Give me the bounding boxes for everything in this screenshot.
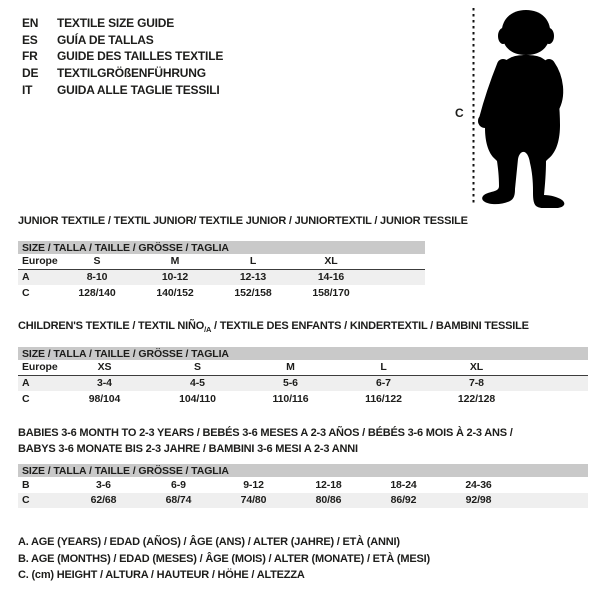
height-cell: 62/68 <box>90 494 117 507</box>
size-cell: L <box>380 361 387 374</box>
age-cell: 5-6 <box>283 377 298 390</box>
babies-size-table <box>18 464 588 508</box>
language-code: IT <box>22 82 33 97</box>
row-label: Europe <box>22 255 58 268</box>
language-code: DE <box>22 66 39 81</box>
language-row-es <box>22 32 223 49</box>
table-row-months <box>18 477 588 493</box>
language-code: EN <box>22 16 39 31</box>
height-cell: 98/104 <box>88 392 121 405</box>
children-section-title <box>18 319 529 335</box>
language-title: TEXTILGRÖßENFÜHRUNG <box>57 66 206 81</box>
language-title: GUIDA ALLE TAGLIE TESSILI <box>57 82 220 97</box>
junior-size-table <box>18 241 425 301</box>
months-cell: 12-18 <box>315 478 342 491</box>
row-label: C <box>22 392 30 405</box>
table-row-age <box>18 270 425 286</box>
table-header: SIZE / TALLA / TAILLE / GRÖSSE / TAGLIA <box>18 241 425 254</box>
language-title: GUIDE DES TAILLES TEXTILE <box>57 49 224 64</box>
language-code: ES <box>22 32 38 47</box>
row-label: A <box>22 271 30 284</box>
children-size-table <box>18 347 588 407</box>
table-row-height <box>18 391 588 407</box>
baby-silhouette-icon <box>472 8 572 208</box>
height-measure-label: C <box>455 106 464 120</box>
age-cell: 7-8 <box>469 377 484 390</box>
title-subscript: /A <box>204 324 212 334</box>
babies-section-title <box>18 426 513 457</box>
legend-line-c: C. (cm) HEIGHT / ALTURA / HAUTEUR / HÖHE / ALTEZZA <box>18 569 305 581</box>
months-cell: 18-24 <box>390 478 417 491</box>
age-cell: 10-12 <box>161 271 189 284</box>
size-cell: XS <box>97 361 112 374</box>
height-cell: 74/80 <box>240 494 267 507</box>
row-label: B <box>22 478 30 491</box>
size-cell: XL <box>469 361 484 374</box>
row-label: Europe <box>22 361 58 374</box>
language-title: TEXTILE SIZE GUIDE <box>57 16 175 31</box>
height-cell: 110/116 <box>272 392 309 405</box>
size-cell: M <box>286 361 295 374</box>
table-row-height <box>18 285 425 301</box>
months-cell: 6-9 <box>171 478 186 491</box>
size-cell: S <box>93 255 101 268</box>
height-cell: 86/92 <box>390 494 417 507</box>
size-cell: L <box>249 255 257 268</box>
height-cell: 158/170 <box>312 286 350 299</box>
age-cell: 4-5 <box>190 377 205 390</box>
language-code: FR <box>22 49 38 64</box>
months-cell: 9-12 <box>243 478 264 491</box>
height-cell: 152/158 <box>234 286 272 299</box>
language-row-it <box>22 81 223 98</box>
height-cell: 92/98 <box>465 494 492 507</box>
age-cell: 3-4 <box>97 377 112 390</box>
months-cell: 24-36 <box>465 478 492 491</box>
row-label: C <box>22 286 30 299</box>
height-cell: 122/128 <box>457 392 496 405</box>
title-line-2: BABYS 3-6 MONATE BIS 2-3 JAHRE / BAMBINI 3-6 MESI A 2-3 ANNI <box>18 442 358 455</box>
size-cell: XL <box>324 255 338 268</box>
table-row-height <box>18 493 588 509</box>
height-cell: 140/152 <box>156 286 194 299</box>
table-row-europe <box>18 254 425 270</box>
language-list <box>22 15 223 98</box>
table-header: SIZE / TALLA / TAILLE / GRÖSSE / TAGLIA <box>18 347 588 360</box>
title-text: / TEXTILE DES ENFANTS / KINDERTEXTIL / BAMBINI TESSILE <box>211 320 529 332</box>
legend <box>18 534 430 584</box>
height-cell: 80/86 <box>315 494 342 507</box>
legend-line-a: A. AGE (YEARS) / EDAD (AÑOS) / ÂGE (ANS) / ALTER (JAHRE) / ETÀ (ANNI) <box>18 536 400 548</box>
title-line-1: BABIES 3-6 MONTH TO 2-3 YEARS / BEBÉS 3-6 MESES A 2-3 AÑOS / BÉBÉS 3-6 MOIS À 2-3 ANS / <box>18 427 513 439</box>
height-cell: 116/122 <box>365 392 402 405</box>
legend-line-b: B. AGE (MONTHS) / EDAD (MESES) / ÂGE (MOIS) / ALTER (MONATE) / ETÀ (MESI) <box>18 552 430 565</box>
height-cell: 68/74 <box>165 494 192 507</box>
language-title: GUÍA DE TALLAS <box>57 32 154 47</box>
row-label: A <box>22 377 30 390</box>
size-cell: M <box>170 255 180 268</box>
table-header: SIZE / TALLA / TAILLE / GRÖSSE / TAGLIA <box>18 464 588 477</box>
months-cell: 3-6 <box>96 478 111 491</box>
language-row-en <box>22 15 223 32</box>
height-cell: 104/110 <box>179 392 216 405</box>
age-cell: 12-13 <box>239 271 267 284</box>
language-row-fr <box>22 48 223 65</box>
table-row-age <box>18 376 588 392</box>
title-text: CHILDREN'S TEXTILE / TEXTIL NIÑO <box>18 320 205 332</box>
language-row-de <box>22 65 223 82</box>
table-row-europe <box>18 360 588 376</box>
row-label: C <box>22 494 30 507</box>
height-cell: 128/140 <box>78 286 116 299</box>
age-cell: 6-7 <box>376 377 391 390</box>
age-cell: 14-16 <box>317 271 345 284</box>
age-cell: 8-10 <box>86 271 108 284</box>
size-cell: S <box>194 361 201 374</box>
junior-section-title: JUNIOR TEXTILE / TEXTIL JUNIOR/ TEXTILE JUNIOR / JUNIORTEXTIL / JUNIOR TESSILE <box>18 215 468 227</box>
